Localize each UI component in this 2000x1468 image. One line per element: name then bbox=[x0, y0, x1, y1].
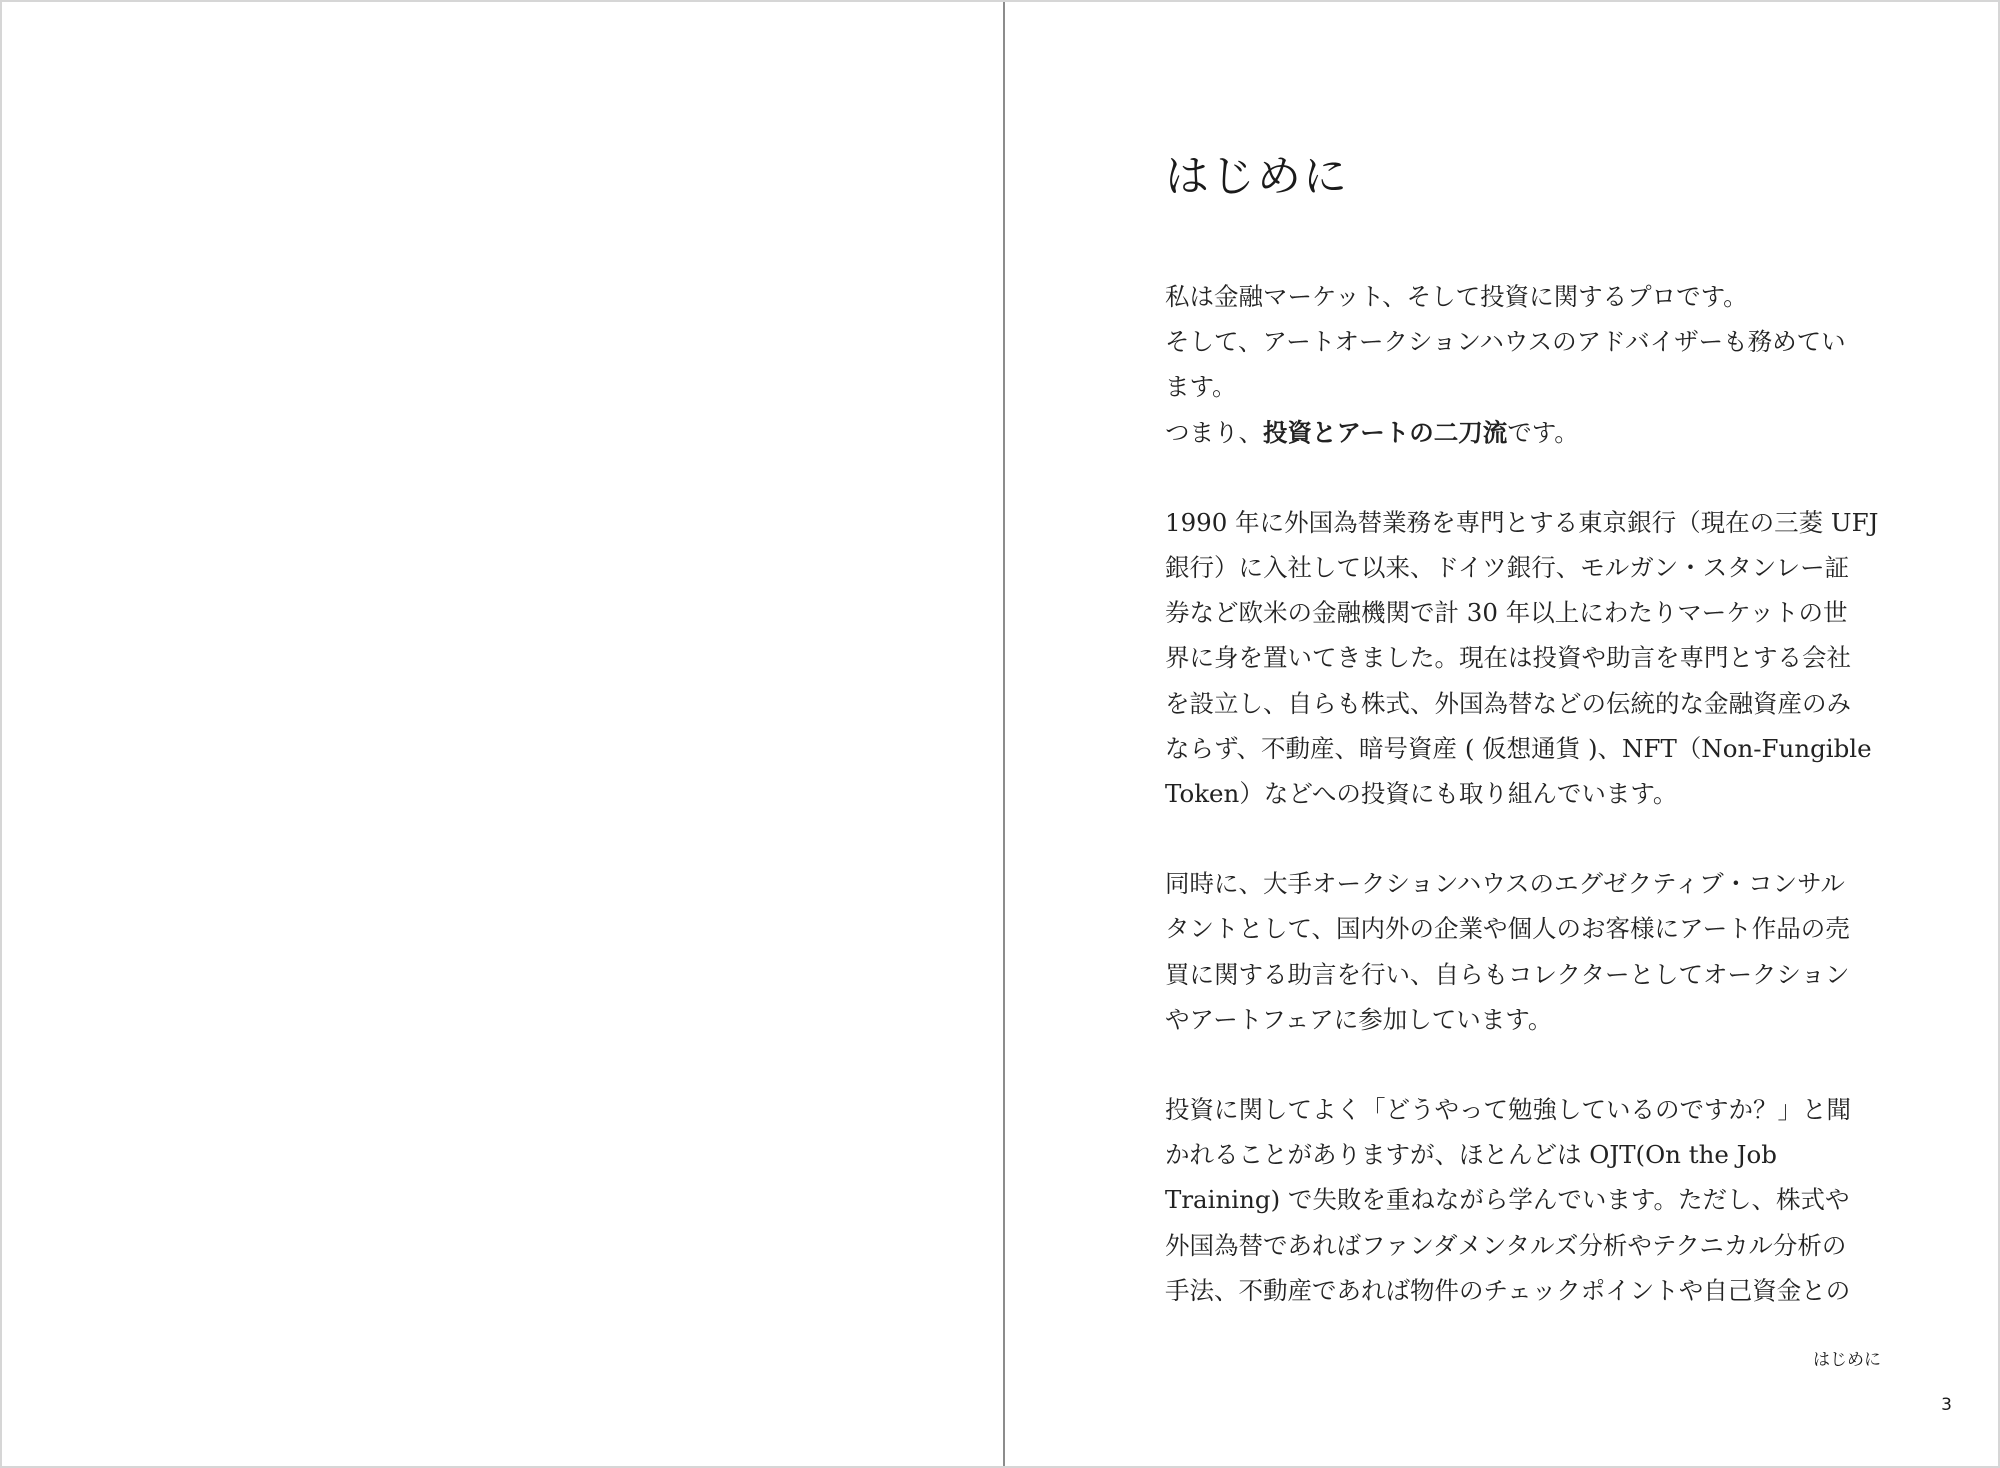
text-line bbox=[1165, 590, 1885, 635]
text-run: そして、アートオークションハウスのアドバイザーも務めてい bbox=[1165, 327, 1846, 357]
text-run: 券など欧米の金融機関で計 30 年以上にわたりマーケットの世 bbox=[1165, 598, 1848, 628]
text-line bbox=[1165, 364, 1885, 409]
text-line bbox=[1165, 861, 1885, 906]
text-run: 外国為替であればファンダメンタルズ分析やテクニカル分析の bbox=[1165, 1230, 1847, 1260]
text-run: 私は金融マーケット、そして投資に関するプロです。 bbox=[1165, 282, 1748, 311]
text-line bbox=[1165, 1177, 1885, 1222]
page-number: 3 bbox=[1941, 1395, 1952, 1415]
text-run: 銀行）に入社して以来、ドイツ銀行、モルガン・スタンレー証 bbox=[1165, 553, 1850, 583]
running-head: はじめに bbox=[1813, 1350, 1881, 1370]
text-line bbox=[1165, 500, 1885, 545]
text-line bbox=[1165, 1268, 1885, 1313]
text-run: を設立し、自らも株式、外国為替などの伝統的な金融資産のみ bbox=[1165, 688, 1851, 718]
text-run: やアートフェアに参加しています。 bbox=[1165, 1004, 1553, 1034]
text-run: 投資に関してよく「どうやって勉強しているのですか？」と聞 bbox=[1165, 1095, 1851, 1125]
paragraph bbox=[1165, 861, 1885, 1042]
text-line bbox=[1165, 1223, 1885, 1268]
text-line bbox=[1165, 274, 1885, 319]
right-page bbox=[1005, 2, 1998, 1466]
text-line bbox=[1165, 681, 1885, 726]
text-line bbox=[1165, 635, 1885, 680]
text-run: 買に関する助言を行い、自らもコレクターとしてオークション bbox=[1165, 959, 1850, 989]
text-line bbox=[1165, 545, 1885, 590]
text-line bbox=[1165, 1087, 1885, 1132]
text-run: 手法、不動産であれば物件のチェックポイントや自己資金との bbox=[1165, 1275, 1851, 1305]
text-line bbox=[1165, 410, 1885, 455]
text-run: Training) で失敗を重ねながら学んでいます。ただし、株式や bbox=[1165, 1185, 1850, 1215]
paragraph bbox=[1165, 500, 1885, 816]
text-line bbox=[1165, 726, 1885, 771]
text-line bbox=[1165, 997, 1885, 1042]
paragraph bbox=[1165, 274, 1885, 455]
text-line bbox=[1165, 906, 1885, 951]
chapter-heading: はじめに bbox=[1165, 151, 1349, 202]
text-line bbox=[1165, 1132, 1885, 1177]
text-line bbox=[1165, 952, 1885, 997]
body-text bbox=[1165, 274, 1885, 1358]
text-run: 界に身を置いてきました。現在は投資や助言を専門とする会社 bbox=[1165, 643, 1851, 673]
paragraph bbox=[1165, 1087, 1885, 1313]
text-run: ならず、不動産、暗号資産 ( 仮想通貨 )、NFT（Non-Fungible bbox=[1165, 733, 1872, 763]
emphasized-text: 投資とアートの二刀流 bbox=[1263, 417, 1508, 447]
text-run: です。 bbox=[1507, 417, 1579, 447]
text-line bbox=[1165, 771, 1885, 816]
text-run: タントとして、国内外の企業や個人のお客様にアート作品の売 bbox=[1165, 914, 1850, 944]
text-line bbox=[1165, 319, 1885, 364]
text-run: かれることがありますが、ほとんどは OJT(On the Job bbox=[1165, 1140, 1777, 1170]
left-page-blank bbox=[2, 2, 1003, 1466]
text-run: 同時に、大手オークションハウスのエグゼクティブ・コンサル bbox=[1165, 869, 1845, 899]
text-run: 1990 年に外国為替業務を専門とする東京銀行（現在の三菱 UFJ bbox=[1165, 507, 1879, 537]
text-run: Token）などへの投資にも取り組んでいます。 bbox=[1165, 779, 1678, 809]
text-run: つまり、 bbox=[1165, 417, 1263, 447]
text-run: ます。 bbox=[1165, 372, 1237, 402]
